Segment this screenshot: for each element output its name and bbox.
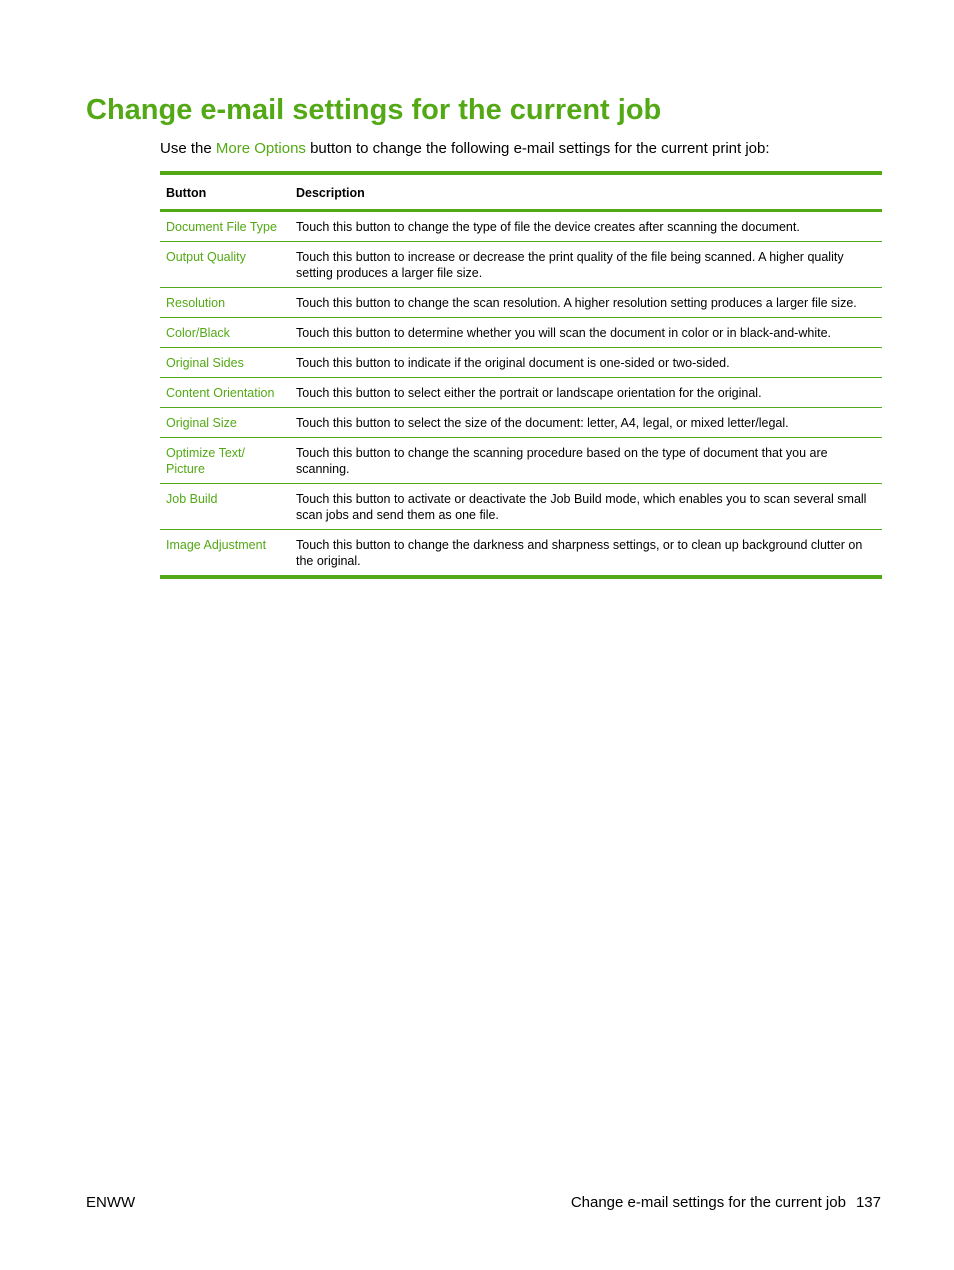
description-cell: Touch this button to indicate if the original document is one-sided or two-sided. <box>296 356 730 370</box>
description-cell: Touch this button to change the darkness and sharpness settings, or to clean up background clutter on the original. <box>296 538 863 568</box>
description-cell: Touch this button to select either the portrait or landscape orientation for the original. <box>296 386 762 400</box>
settings-table <box>160 171 882 579</box>
button-name-cell: Original Sides <box>166 356 244 370</box>
description-cell: Touch this button to select the size of the document: letter, A4, legal, or mixed letter/legal. <box>296 416 789 430</box>
button-name-cell: Optimize Text/ Picture <box>166 446 245 476</box>
column-header-button: Button <box>166 186 207 200</box>
column-header-description: Description <box>296 186 365 200</box>
table-row <box>160 348 882 378</box>
intro-text-before: Use the <box>160 140 216 157</box>
page-title: Change e-mail settings for the current job <box>86 94 662 126</box>
table-row <box>160 242 882 288</box>
button-name-cell: Job Build <box>166 492 218 506</box>
button-name-cell: Original Size <box>166 416 237 430</box>
description-cell: Touch this button to activate or deactivate the Job Build mode, which enables you to scan several small scan jobs and send them as one file. <box>296 492 867 522</box>
description-cell: Touch this button to change the scanning procedure based on the type of document that you are scanning. <box>296 446 828 476</box>
table-row <box>160 211 882 242</box>
table-header-row <box>160 173 882 211</box>
table-row <box>160 484 882 530</box>
button-name-cell: Output Quality <box>166 250 246 264</box>
description-cell: Touch this button to determine whether you will scan the document in color or in black-and-white. <box>296 326 832 340</box>
settings-table-container <box>160 171 882 579</box>
footer-section-title: Change e-mail settings for the current job <box>570 1194 846 1211</box>
intro-paragraph <box>160 139 770 159</box>
page-number: 137 <box>855 1194 881 1211</box>
table-row <box>160 408 882 438</box>
button-name-cell: Image Adjustment <box>166 538 267 552</box>
description-cell: Touch this button to change the type of file the device creates after scanning the document. <box>296 220 800 234</box>
more-options-link: More Options <box>215 140 306 157</box>
description-cell: Touch this button to increase or decrease the print quality of the file being scanned. A higher quality setting produces a larger file size. <box>296 250 844 280</box>
table-row <box>160 530 882 578</box>
button-name-cell: Document File Type <box>166 220 277 234</box>
table-row <box>160 318 882 348</box>
table-row <box>160 288 882 318</box>
button-name-cell: Color/Black <box>166 326 230 340</box>
table-row <box>160 378 882 408</box>
intro-text-after: button to change the following e-mail settings for the current print job: <box>305 140 770 157</box>
footer-label: ENWW <box>86 1194 136 1211</box>
table-row <box>160 438 882 484</box>
footer-section <box>571 1193 881 1213</box>
description-cell: Touch this button to change the scan resolution. A higher resolution setting produces a larger file size. <box>296 296 857 310</box>
button-name-cell: Resolution <box>166 296 226 310</box>
button-name-cell: Content Orientation <box>166 386 275 400</box>
